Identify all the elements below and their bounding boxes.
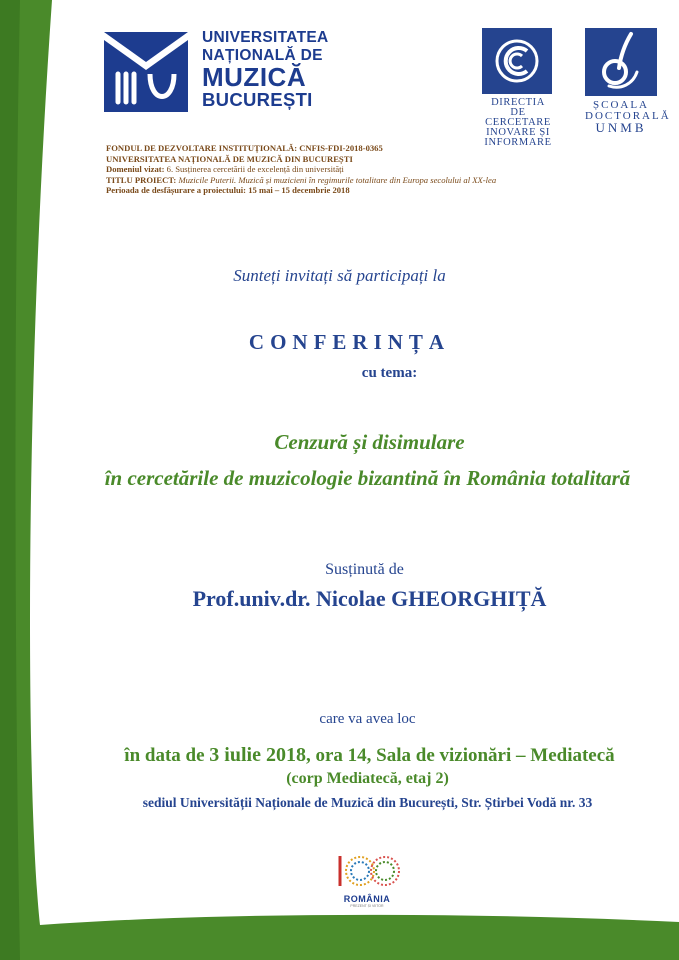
scoala-doctorala-logo (585, 28, 671, 135)
room-detail: (corp Mediatecă, etaj 2) (286, 770, 449, 787)
scoala-text-line2: DOCTORALĂ (585, 110, 671, 122)
funding-line1: FONDUL DE DEZVOLTARE INSTITUȚIONALĂ: CNFIS-FDI-2018-0365 (106, 143, 383, 153)
funding-line3: Domeniul vizat: 6. Susținerea cercetării de excelență din universități (106, 164, 344, 175)
directia-text-line1: DIRECTIA (491, 97, 545, 108)
event-date-time (0, 744, 679, 767)
scoala-text-line3: UNMB (595, 120, 647, 135)
invitation-intro: Sunteți invitați să participați la (233, 266, 446, 285)
funding-line4: TITLU PROIECT: Muzicile Puterii. Muzică și muzicieni în regimurile totalitare din Europa secolului al XX-lea (106, 174, 497, 185)
university-name-line1: UNIVERSITATEA (202, 29, 329, 46)
directia-text (482, 98, 554, 148)
date-suffix: , ora 14, Sala de vizionări – Mediatecă (305, 745, 615, 766)
university-logo (104, 29, 329, 114)
directia-text-line3: INOVARE ȘI (486, 127, 550, 138)
directia-text-line2: DE CERCETARE (485, 107, 551, 128)
centenar-tagline: PREZENT ȘI VIITOR (350, 904, 384, 908)
centenar-100-icon (332, 852, 402, 888)
unmb-emblem-icon (104, 32, 188, 112)
funding-info (106, 143, 646, 196)
venue-address: sediul Universității Naționale de Muzică din București, Str. Știrbei Vodă nr. 33 (142, 795, 593, 810)
conference-title-line1: Cenzură și disimulare (274, 430, 465, 454)
university-name (202, 30, 328, 110)
date-value: 3 iulie 2018 (209, 744, 306, 766)
scoala-text (585, 99, 671, 135)
directia-emblem-icon (482, 28, 552, 94)
university-name-line4: BUCUREȘTI (202, 89, 313, 110)
event-subtitle: cu tema: (361, 365, 418, 381)
university-name-line2: NAȚIONALĂ DE (202, 46, 323, 64)
scoala-emblem-icon (585, 28, 657, 96)
centenar-label: ROMÂNIA (343, 894, 391, 904)
conference-title-line2: în cercetările de muzicologie bizantină în România totalitară (104, 466, 631, 490)
romania-centenar-logo (330, 852, 404, 912)
location-intro: care va avea loc (319, 711, 416, 727)
funding-line5: Perioada de desfășurare a proiectului: 15 mai – 15 decembrie 2018 (106, 185, 350, 196)
presented-by-label: Susținută de (325, 561, 404, 578)
funding-line2: UNIVERSITATEA NAȚIONALĂ DE MUZICĂ DIN BUCUREȘTI (106, 153, 353, 164)
university-name-line3: MUZICĂ (202, 62, 307, 92)
speaker-name: Prof.univ.dr. Nicolae GHEORGHIȚĂ (192, 586, 547, 611)
event-type-heading: CONFERINȚA (248, 330, 451, 354)
scoala-text-line1: ȘCOALA (592, 99, 649, 111)
directia-cercetare-logo (482, 28, 554, 148)
directia-text-line4: INFORMARE (484, 137, 552, 148)
date-prefix: în data de (124, 745, 210, 766)
